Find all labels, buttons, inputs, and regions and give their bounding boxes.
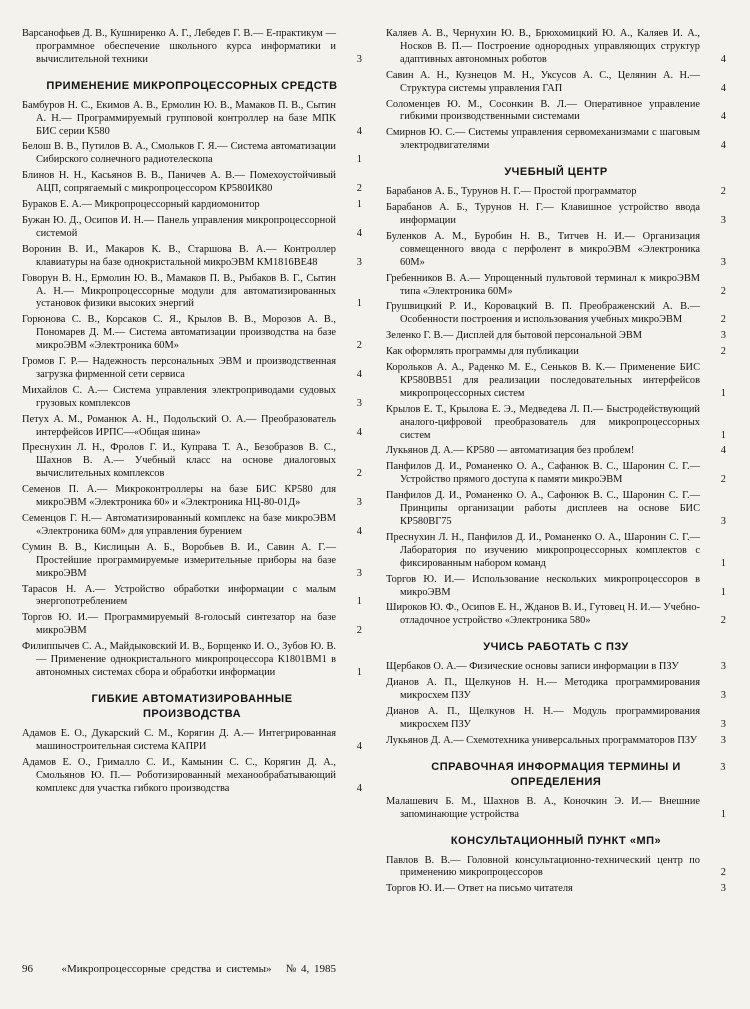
section-heading: СПРАВОЧНАЯ ИНФОРМАЦИЯ ТЕРМИНЫ И ОПРЕДЕЛЕНИЯ 3 [431,760,726,788]
toc-entry [22,641,362,680]
toc-entry [22,612,362,638]
journal-title: «Микропроцессорные средства и системы» [61,963,272,975]
page-ref: 4 [720,111,726,123]
toc-entry [22,484,362,510]
page-ref: 3 [720,734,726,746]
toc-entry [386,461,726,487]
entry-text: Буленков А. М., Буробин Н. В., Титчев Н. И.— Организация совмещенного ввода с перфолент в микроЭВМ «Электроника 60М» [386,230,700,268]
page-ref: 2 [720,186,726,198]
toc-entry [22,728,362,754]
page-ref: 4 [720,140,726,152]
page-ref: 1 [356,199,362,211]
page-ref: 4 [356,782,362,794]
page-ref: 1 [356,154,362,166]
page-ref: 2 [356,340,362,352]
entry-text: Лукьянов Д. А.— КР580 — автоматизация без проблем! [386,445,635,457]
page-ref: 2 [720,285,726,297]
entry-text: Семенцов Г. Н.— Автоматизированный комплекс на базе микроЭВМ «Электроника 60М» для управления бурением [22,513,336,537]
entry-text: Дианов А. П., Щелкунов Н. Н.— Методика программирования микросхем ПЗУ [386,677,700,702]
toc-entry [386,231,726,270]
entry-text: Гребенников В. А.— Упрощенный пультовой терминал к микроЭВМ типа «Электроника 60М» [386,272,700,297]
page-ref: 1 [720,429,726,441]
entry-text: Бамбуров Н. С., Екимов А. В., Ермолин Ю. В., Мамаков П. В., Сытин А. Н.— Программируемый групповой контроллер на базе МПК БИС серии К580 [22,99,336,137]
toc-entry [22,385,362,411]
entry-text: Торгов Ю. И.— Программируемый 8-голосый синтезатор на базе микроЭВМ [22,612,336,637]
page-ref: 4 [356,525,362,537]
toc-entry [22,215,362,241]
entry-text: Малашевич Б. М., Шахнов В. А., Коночкин Э. И.— Внешние запоминающие устройства [386,795,700,820]
left-column [22,28,362,798]
page-ref: 1 [720,557,726,569]
entry-text: Лукьянов Д. А.— Схемотехника универсальных программаторов ПЗУ [386,734,698,746]
page-ref: 2 [720,474,726,486]
page-ref: 2 [720,615,726,627]
toc-entry [386,855,726,881]
page-ref: 3 [356,567,362,579]
page-ref: 2 [356,625,362,637]
toc-entry [386,706,726,732]
toc-entry [386,490,726,529]
entry-text: Смирнов Ю. С.— Системы управления сервомеханизмами с шаговым электродвигателями [386,127,700,152]
page-ref: 3 [356,397,362,409]
toc-entry [386,273,726,299]
toc-entry [386,532,726,571]
toc-entry [22,442,362,481]
entry-text: Преснухин Л. Н., Фролов Г. И., Куправа Т. А., Безобразов В. С., Шахнов В. А.— Учебный класс на основе диалоговых вычислительных комплексов [22,442,336,480]
entry-text: Барабанов А. Б., Турунов Н. Г.— Простой программатор [386,186,637,198]
entry-text: Адамов Е. О., Грималло С. И., Камынин С. С., Корягин Д. А., Смольянов Ю. П.— Роботизированный механообрабатывающий комплекс для участка гибкого производства [22,756,336,794]
entry-text: Михайлов С. А.— Система управления электроприводами судовых грузовых комплексов [22,384,336,409]
toc-entry [22,542,362,581]
toc-entry [22,757,362,796]
entry-text: Каляев А. В., Чернухин Ю. В., Брюхомицкий Ю. А., Каляев И. А., Носков В. П.— Построение однородных управляющих структур адаптивных автономных роботов [386,28,700,65]
entry-text: Павлов В. В.— Головной консультационно-технический центр по применению микропроцессоров [386,854,700,879]
page-ref: 3 [720,516,726,527]
toc-entry [386,346,726,359]
entry-text: Широков Ю. Ф., Осипов Е. Н., Жданов В. И., Гутовец Н. И.— Учебно-отладочное устройство «Электроника 580» [386,602,700,627]
toc-entry [22,414,362,440]
page-ref: 3 [720,883,726,895]
page-ref: 2 [720,314,726,326]
toc-entry [22,170,362,196]
section-heading: ПРИМЕНЕНИЕ МИКРОПРОЦЕССОРНЫХ СРЕДСТВ [46,79,338,92]
page-ref: 3 [720,330,726,342]
entry-text: Сумин В. В., Кислицын А. Б., Воробьев В. И., Савин А. Г.— Простейшие программируемые измерительные приборы на базе микроЭВМ [22,541,336,579]
entry-text: Как оформлять программы для публикации [386,346,579,358]
issue-number: № 4, 1985 [285,963,337,975]
page-ref: 2 [720,346,726,358]
entry-text: Соломенцев Ю. М., Сосонкин В. Л.— Оперативное управление гибкими производственными системами [386,98,700,123]
right-column [386,28,726,899]
toc-entry [386,445,726,458]
toc-entry [386,602,726,628]
toc-entry [386,735,726,748]
entry-text: Филиппычев С. А., Майдыковский И. В., Борщенко И. О., Зубов Ю. В.— Применение однокристального микропроцессора К1801ВМ1 в автономных системах сбора и обработки информации [22,641,336,678]
page-ref: 1 [720,387,726,399]
toc-entry [386,127,726,153]
entry-text: Крылов Е. Т., Крылова Е. Э., Медведева Л. П.— Быстродействующий аналого-цифровой преобразователь для микропроцессорных систем [386,403,700,441]
entry-text: Дианов А. П., Щелкунов Н. Н.— Модуль программирования микросхем ПЗУ [386,705,700,730]
entry-text: Варсанофьев Д. В., Кушниренко А. Г., Лебедев Г. В.— Е-практикум — программное обеспечение школьного курса информатики и вычислительной техники [22,28,336,65]
toc-entry [386,330,726,343]
entry-text: Торгов Ю. И.— Использование нескольких микропроцессоров в микроЭВМ [386,573,700,598]
toc-entry [386,28,726,67]
page-ref: 3 [720,661,726,673]
entry-text: Громов Г. Р.— Надежность персональных ЭВМ и производственная загрузка фирменной сети сервиса [22,356,336,380]
page-number: 96 [22,963,33,975]
page-ref: 3 [356,53,362,65]
entry-text: Панфилов Д. И., Романенко О. А., Сафонюк В. С., Шаронин С. Г.— Принципы организации работы дисплеев на основе БИС КР580ВГ75 [386,490,700,527]
entry-text: Семенов П. А.— Микроконтроллеры на базе БИС КР580 для микроЭВМ «Электроника 60» и «Электроника НЦ-80-01Д» [22,484,336,509]
section-heading: КОНСУЛЬТАЦИОННЫЙ ПУНКТ «МП» [450,834,662,847]
entry-text: Бураков Е. А.— Микропроцессорный кардиомонитор [22,199,260,211]
section-heading: УЧЕБНЫЙ ЦЕНТР [504,166,608,179]
toc-entry [386,677,726,703]
toc-entry [386,796,726,822]
toc-entry [386,186,726,199]
toc-entry [386,362,726,401]
page-ref: 4 [720,445,726,457]
page-ref: 1 [356,596,362,608]
entry-text: Горюнова С. В., Корсаков С. Я., Крылов В. В., Морозов А. В., Пономарев Д. М.— Система автоматизации производства на базе микроЭВМ «Электроника 60М» [22,314,336,352]
page-ref: 2 [720,867,726,879]
page-ref: 1 [356,666,362,678]
page-ref: 3 [720,718,726,730]
entry-text: Воронин В. И., Макаров К. В., Старшова В. А.— Контроллер клавиатуры на базе однокристальной микроЭВМ КМ1816ВЕ48 [22,243,336,268]
page-ref: 3 [720,256,726,268]
toc-entry [22,28,362,67]
toc-entry [22,199,362,212]
toc-entry [386,202,726,228]
toc-entry [22,584,362,610]
toc-entry [22,100,362,139]
page-ref: 4 [720,53,726,65]
entry-text: Щербаков О. А.— Физические основы записи информации в ПЗУ [386,661,679,673]
toc-entry [22,314,362,353]
entry-text: Грушвицкий Р. И., Коровацкий В. П. Преображенский А. В.— Особенности построения и использования учебных микроЭВМ [386,301,700,326]
section-heading: УЧИСЬ РАБОТАТЬ С ПЗУ [483,641,629,654]
toc-entry [386,301,726,327]
entry-text: Торгов Ю. И.— Ответ на письмо читателя [386,883,573,895]
entry-text: Говорун В. Н., Ермолин Ю. В., Мамаков П. В., Рыбаков В. Г., Сытин А. Н.— Микропроцессорные модули для автоматизированных установок физики высоких энергий [22,272,336,310]
entry-text: Барабанов А. Б., Турунов Н. Г.— Клавишное устройство ввода информации [386,202,700,226]
page-ref: 3 [720,690,726,702]
page-ref: 4 [356,125,362,137]
page-ref: 1 [720,586,726,598]
toc-entry [22,513,362,539]
entry-text: Савин А. Н., Кузнецов М. Н., Уксусов А. С., Целянин А. Н.— Структура системы управления ГАП [386,69,700,94]
toc-entry [386,70,726,96]
toc-entry [22,244,362,270]
page-footer [22,962,722,976]
page-ref: 1 [356,298,362,310]
page-ref: 1 [720,808,726,820]
entry-text: Тарасов Н. А.— Устройство обработки информации с малым энергопотреблением [22,583,336,608]
page-ref: 2 [356,183,362,195]
entry-text: Бужан Ю. Д., Осипов И. Н.— Панель управления микропроцессорной системой [22,214,336,239]
entry-text: Адамов Е. О., Дукарский С. М., Корягин Д. А.— Интегрированная машиностроительная система КАПРИ [22,727,336,752]
page-ref: 3 [356,256,362,268]
entry-text: Панфилов Д. И., Романенко О. А., Сафанюк В. С., Шаронин С. Г.— Устройство прямого доступа к памяти микроЭВМ [386,461,700,486]
toc-entry [386,574,726,600]
entry-text: Белош В. В., Путилов В. А., Смольков Г. Я.— Система автоматизации Сибирского солнечного радиотелескопа [22,141,336,166]
page-ref: 4 [356,368,362,380]
toc-entry [386,404,726,443]
toc-entry [22,273,362,312]
page-ref: 3 [356,497,362,509]
toc-entry [386,661,726,674]
entry-text: Зеленко Г. В.— Дисплей для бытовой персональной ЭВМ [386,330,643,342]
entry-text: Блинов Н. Н., Касьянов В. В., Паничев А. В.— Помехоустойчивый АЦП, сопрягаемый с микропроцессором КР580ИК80 [22,170,336,195]
page-ref: 2 [356,468,362,480]
toc-entry [386,883,726,896]
toc-entry [386,99,726,125]
section-heading: ГИБКИЕ АВТОМАТИЗИРОВАННЫЕ ПРОИЗВОДСТВА [91,692,293,720]
page-ref: 4 [720,82,726,94]
page-ref: 3 [720,214,726,226]
page-ref: 3 [720,761,726,773]
entry-text: Преснухин Л. Н., Панфилов Д. И., Романенко О. А., Шаронин С. Г.— Лаборатория по изучению микропроцессорных комплектов с фиксированным набором команд [386,531,700,569]
page-ref: 4 [356,740,362,752]
entry-text: Петух А. М., Романюк А. Н., Подольский О. А.— Преобразователь интерфейсов ИРПС—«Общая шина» [22,413,336,438]
toc-entry [22,141,362,167]
entry-text: Корольков А. А., Раденко М. Е., Сеньков В. К.— Применение БИС КР580ВВ51 для реализации последовательных интерфейсов микропроцессорных систем [386,362,700,399]
page-ref: 4 [356,426,362,438]
page-ref: 4 [356,227,362,239]
toc-entry [22,356,362,382]
